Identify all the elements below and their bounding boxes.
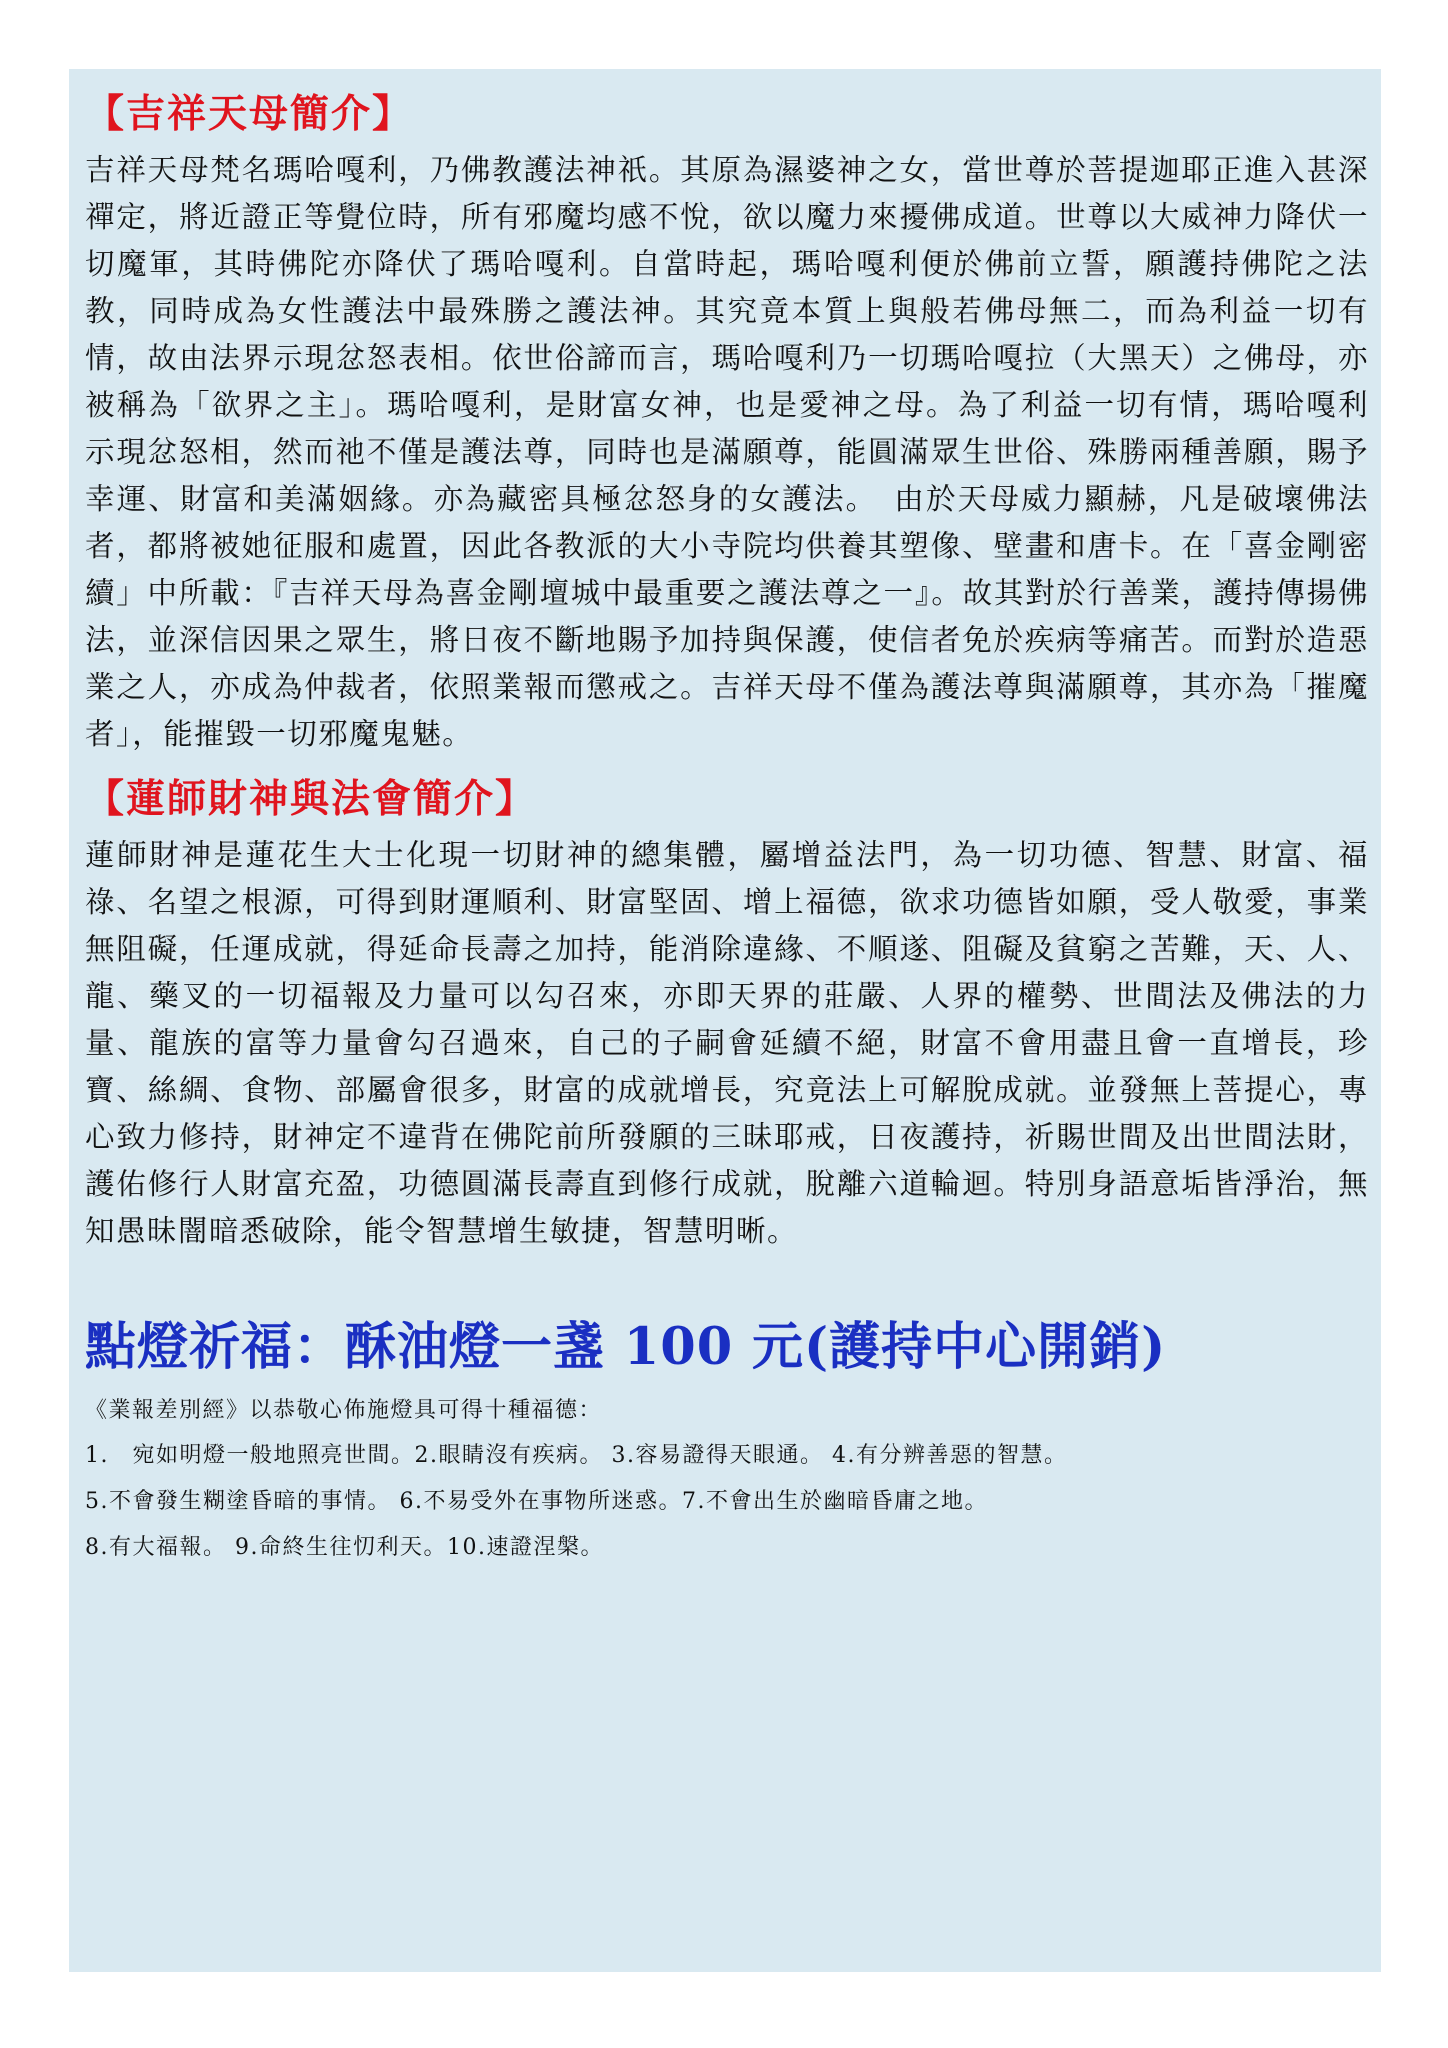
- merit-list-line: 1. 宛如明燈一般地照亮世間。2.眼睛沒有疾病。 3.容易證得天眼通。 4.有分辨善惡的智慧。: [85, 1443, 1068, 1468]
- section-body-auspicious-goddess: 吉祥天母梵名瑪哈嘎利，乃佛教護法神祇。其原為濕婆神之女，當世尊於菩提迦耶正進入甚深禪定，將近證正等覺位時，所有邪魔均感不悅，欲以魔力來擾佛成道。世尊以大威神力降伏一切魔軍，其時佛陀亦降伏了瑪哈嘎利。自當時起，瑪哈嘎利便於佛前立誓，願護持佛陀之法教，同時成為女性護法中最殊勝之護法神。其究竟本質上與般若佛母無二，而為利益一切有情，故由法界示現忿怒表相。依世俗諦而言，瑪哈嘎利乃一切瑪哈嘎拉（大黑天）之佛母，亦被稱為「欲界之主」。瑪哈嘎利，是財富女神，也是愛神之母。為了利益一切有情，瑪哈嘎利示現忿怒相，然而祂不僅是護法尊，同時也是滿願尊，能圓滿眾生世俗、殊勝兩種善願，賜予幸運、財富和美滿姻緣。亦為藏密具極忿怒身的女護法。 由於天母威力顯赫，凡是破壞佛法者，都將被她征服和處置，因此各教派的大小寺院均供養其塑像、壁畫和唐卡。在「喜金剛密續」中所載：『吉祥天母為喜金剛壇城中最重要之護法尊之一』。故其對於行善業，護持傳揚佛法，並深信因果之眾生，將日夜不斷地賜予加持與保護，使信者免於疾病等痛苦。而對於造惡業之人，亦成為仲裁者，依照業報而懲戒之。吉祥天母不僅為護法尊與滿願尊，其亦為「摧魔者」，能摧毀一切邪魔鬼魅。: [85, 153, 1369, 751]
- section-title-auspicious-goddess: 【吉祥天母簡介】: [85, 92, 414, 137]
- lamp-offering-title: 點燈祈福：酥油燈一盞 100 元(護持中心開銷): [85, 1317, 1167, 1377]
- section-body-guru-wealth-deity: 蓮師財神是蓮花生大士化現一切財神的總集體，屬增益法門，為一切功德、智慧、財富、福祿、名望之根源，可得到財運順利、財富堅固、增上福德，欲求功德皆如願，受人敬愛，事業無阻礙，任運成就，得延命長壽之加持，能消除違緣、不順遂、阻礙及貧窮之苦難，天、人、龍、藥叉的一切福報及力量可以勾召來，亦即天界的莊嚴、人界的權勢、世間法及佛法的力量、龍族的富等力量會勾召過來，自己的子嗣會延續不絕，財富不會用盡且會一直增長，珍寶、絲綢、食物、部屬會很多，財富的成就增長，究竟法上可解脫成就。並發無上菩提心，專心致力修持，財神定不違背在佛陀前所發願的三昧耶戒，日夜護持，祈賜世間及出世間法財，護佑修行人財富充盈，功德圓滿長壽直到修行成就，脫離六道輪迴。特別身語意垢皆淨治，無知愚昧闇暗悉破除，能令智慧增生敏捷，智慧明晰。: [85, 838, 1369, 1248]
- section-title-guru-wealth-deity: 【蓮師財神與法會簡介】: [85, 777, 537, 822]
- content-panel: [69, 69, 1381, 1972]
- sutra-intro: 《業報差別經》以恭敬心佈施燈具可得十種福德：: [85, 1398, 603, 1423]
- merit-list-line: 5.不會發生糊塗昏暗的事情。 6.不易受外在事物所迷惑。7.不會出生於幽暗昏庸之地。: [85, 1489, 988, 1514]
- merit-list-line: 8.有大福報。 9.命終生往忉利天。10.速證涅槃。: [85, 1535, 604, 1560]
- section-spacer: [85, 758, 1369, 770]
